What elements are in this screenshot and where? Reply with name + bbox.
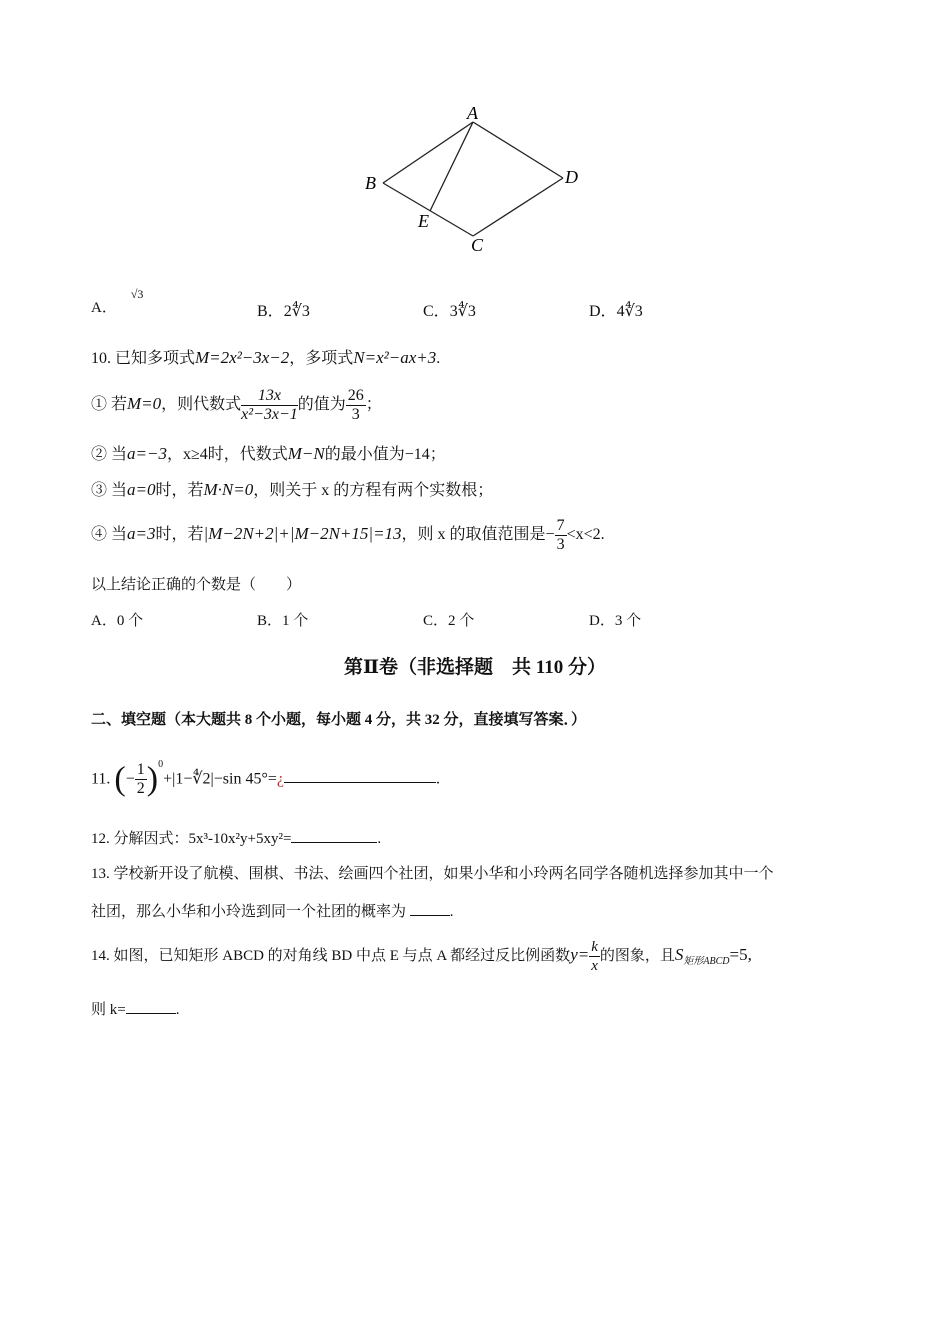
label-A: A <box>467 103 478 123</box>
q13-line2: 社团，那么小华和小玲选到同一个社团的概率为 . <box>91 904 454 920</box>
q12-answer-blank[interactable] <box>291 842 377 843</box>
q10-s1-value: $\frac{26}{3}$ <box>347 386 364 423</box>
geometry-figure <box>360 100 600 260</box>
q9-option-b: B．2∜3 <box>257 303 310 320</box>
q11-answer-blank[interactable] <box>284 782 436 783</box>
q10-statement-3: ③ 当a=0时，若M·N=0，则关于 x 的方程有两个实数根； <box>91 480 494 499</box>
q10-option-a: A．0 个 <box>91 613 144 629</box>
q14-line1: 14. 如图，已知矩形 ABCD 的对角线 BD 中点 E 与点 A 都经过反比例函数y= $\frac{k}{x}$ 的图象，且$S_{矩形ABCD}=5$, <box>91 939 752 975</box>
q9-option-a-value: √3 <box>130 287 144 301</box>
section-heading: 二、填空题（本大题共 8 个小题，每小题 4 分，共 32 分，直接填写答案．） <box>91 712 587 728</box>
segment-AE <box>430 122 473 211</box>
section-title: 第Ⅱ卷（非选择题 共 110 分） <box>344 657 606 678</box>
q11: 11. (− $\frac{1}{2}$ )$^0$+|1−∜2|−sin 45°=¿ . <box>91 759 440 798</box>
q10-statement-2: ② 当a=−3，x≥4时，代数式M−N的最小值为−14； <box>91 444 446 463</box>
q9-option-a: A．$^{√3}$ <box>91 287 144 316</box>
label-C: C <box>471 235 484 255</box>
label-E: E <box>418 211 429 231</box>
q9-option-d: D．4∜3 <box>589 303 643 320</box>
q9-option-c: C．3∜3 <box>423 303 476 320</box>
q10-option-b: B．1 个 <box>257 613 309 629</box>
q10-option-c: C．2 个 <box>423 613 475 629</box>
q11-glyph: ¿ <box>276 770 284 788</box>
q12: 12. 分解因式：5x³-10x²y+5xy²= . <box>91 831 382 847</box>
q14-fraction: $\frac{k}{x}$ <box>591 939 598 975</box>
q10-s1-fraction: $\frac{13x}{\text{x²−3x−1}}$ <box>241 386 298 423</box>
q13-answer-blank[interactable] <box>410 915 450 916</box>
q13-line1: 13. 学校新开设了航模、围棋、书法、绘画四个社团，如果小华和小玲两名同学各随机选择参加其中一个 <box>91 866 774 882</box>
segment-CD <box>473 178 563 236</box>
q10-option-d: D．3 个 <box>589 613 642 629</box>
label-B: B <box>365 173 376 193</box>
q10-stem: 10. 已知多项式M=2x²−3x−2，多项式N=x²−ax+3. <box>91 348 441 367</box>
label-D: D <box>565 167 578 187</box>
q10-s4-fraction: $\frac{7}{3}$ <box>556 516 565 553</box>
q11-fraction: $\frac{1}{2}$ <box>136 761 145 798</box>
q10-statement-1: ① 若M=0，则代数式 $\frac{13x}{\text{x²−3x−1}}$ 的值为 $\frac{26}{3}$ ； <box>91 386 382 423</box>
q14-answer-blank[interactable] <box>126 1013 176 1014</box>
q14-line2: 则 k= . <box>91 1002 180 1018</box>
q10-statement-4: ④ 当a=3时，若|M−2N+2|+|M−2N+15|=13，则 x 的取值范围是− $\frac{7}{3}$ <x<2. <box>91 516 605 553</box>
segment-AD <box>473 122 563 178</box>
q10-question: 以上结论正确的个数是（ ） <box>91 577 302 593</box>
segment-AB <box>383 122 473 183</box>
